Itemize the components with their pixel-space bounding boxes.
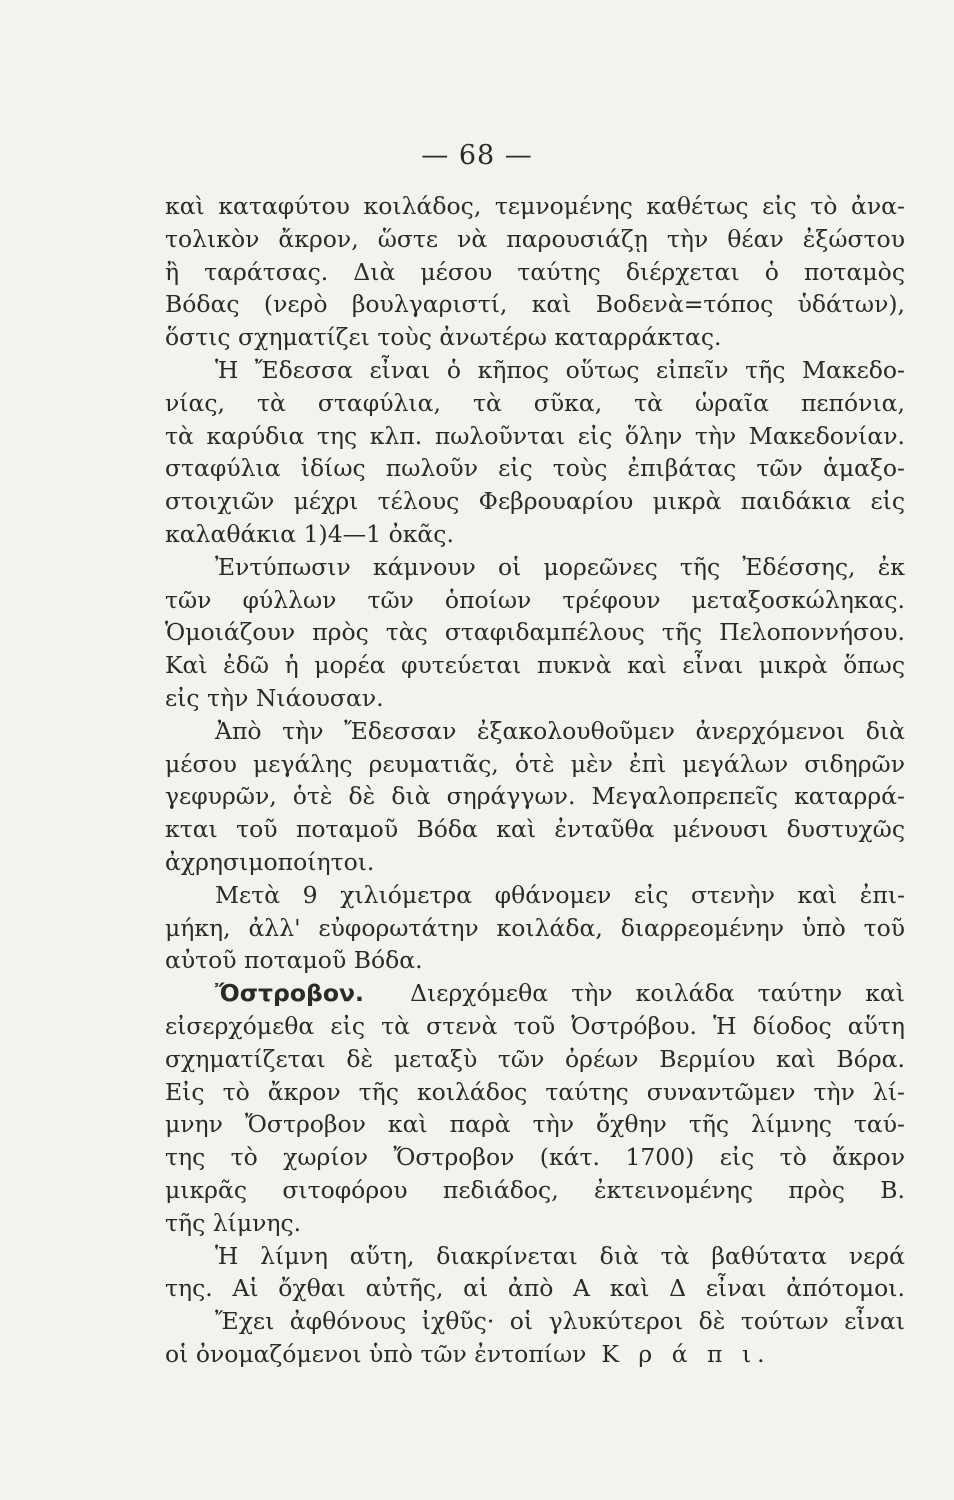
text-line: εἰσερχόμεθα εἰς τὰ στενὰ τοῦ Ὀστρόβου. Ἡ δίοδος αὕτη xyxy=(165,1011,905,1040)
text-line: Βόδας (νερὸ βουλγαριστί, καὶ Βοδενὰ=τόπος ὑδάτων), xyxy=(165,290,905,319)
text-line: τῶν φύλλων τῶν ὁποίων τρέφουν μεταξοσκώληκας. xyxy=(165,585,905,614)
text-line: ἀχρησιμοποίητοι. xyxy=(165,847,375,876)
text-line: καλαθάκια 1)4—1 ὀκᾶς. xyxy=(165,519,454,548)
text-line: της. Αἱ ὄχθαι αὐτῆς, αἱ ἀπὸ Α καὶ Δ εἶναι ἀπότομοι. xyxy=(165,1274,905,1303)
text-line: της τὸ χωρίον Ὄστροβον (κάτ. 1700) εἰς τὸ ἄκρον xyxy=(165,1143,905,1172)
text-line: Εἰς τὸ ἄκρον τῆς κοιλάδος ταύτης συναντῶμεν τὴν λί- xyxy=(165,1077,905,1106)
text-line: μήκη, ἀλλ' εὐφορωτάτην κοιλάδα, διαρρεομένην ὑπὸ τοῦ xyxy=(165,913,905,942)
text-line: ἢ ταράτσας. Διὰ μέσου ταύτης διέρχεται ὁ ποταμὸς xyxy=(165,257,905,286)
text-line: μικρᾶς σιτοφόρου πεδιάδος, ἐκτεινομένης πρὸς Β. xyxy=(165,1175,905,1204)
text-line: ὅστις σχηματίζει τοὺς ἀνωτέρω καταρράκτας. xyxy=(165,323,722,352)
text-line: τῆς λίμνης. xyxy=(165,1208,302,1237)
text-line: γεφυρῶν, ὁτὲ δὲ διὰ σηράγγων. Μεγαλοπρεπεῖς καταρρά- xyxy=(165,782,905,811)
page-number: — 68 — xyxy=(421,140,533,171)
text-line-with-heading xyxy=(165,977,905,1010)
text-line: νίας, τὰ σταφύλια, τὰ σῦκα, τὰ ὡραῖα πεπόνια, xyxy=(165,388,905,417)
text-line: μνην Ὄστροβον καὶ παρὰ τὴν ὄχθην τῆς λίμνης ταύ- xyxy=(165,1110,905,1139)
text-line: Ὁμοιάζουν πρὸς τὰς σταφιδαμπέλους τῆς Πελοποννήσου. xyxy=(165,618,905,647)
text-line: μέσου μεγάλης ρευματιᾶς, ὁτὲ μὲν ἐπὶ μεγάλων σιδηρῶν xyxy=(165,749,905,778)
term-krapi: Κ ρ ά π ι. xyxy=(601,1339,771,1368)
text-line: τὰ καρύδια της κλπ. πωλοῦνται εἰς ὅλην τὴν Μακεδονίαν. xyxy=(165,421,905,450)
text-line: σταφύλια ἰδίως πωλοῦν εἰς τοὺς ἐπιβάτας τῶν ἁμαξο- xyxy=(165,454,905,483)
text-line: κται τοῦ ποταμοῦ Βόδα καὶ ἐνταῦθα μένουσι δυστυχῶς xyxy=(165,815,905,844)
text-line: Ἡ λίμνη αὕτη, διακρίνεται διὰ τὰ βαθύτατα νερά xyxy=(215,1241,905,1270)
section-heading-ostrovon: Ὄστροβον. xyxy=(215,979,364,1008)
text-line: εἰς τὴν Νιάουσαν. xyxy=(165,683,384,712)
text-line: καὶ καταφύτου κοιλάδος, τεμνομένης καθέτως εἰς τὸ ἀνα- xyxy=(165,192,905,220)
text-line: αὐτοῦ ποταμοῦ Βόδα. xyxy=(165,946,423,975)
text-line: Ἔχει ἀφθόνους ἰχθῦς· οἱ γλυκύτεροι δὲ τούτων εἶναι xyxy=(215,1307,905,1336)
text-line: Μετὰ 9 χιλιόμετρα φθάνομεν εἰς στενὴν καὶ ἐπι- xyxy=(215,880,905,909)
text-line: στοιχιῶν μέχρι τέλους Φεβρουαρίου μικρὰ παιδάκια εἰς xyxy=(165,487,905,516)
text-line-final xyxy=(165,1338,905,1371)
body-text xyxy=(165,190,905,1371)
text-line: σχηματίζεται δὲ μεταξὺ τῶν ὀρέων Βερμίου καὶ Βόρα. xyxy=(165,1044,905,1073)
text-line: τολικὸν ἄκρον, ὥστε νὰ παρουσιάζῃ τὴν θέαν ἐξώστου xyxy=(165,224,905,253)
text-line: Ἐντύπωσιν κάμνουν οἱ μορεῶνες τῆς Ἐδέσσης, ἐκ xyxy=(215,552,905,581)
text-line: Καὶ ἐδῶ ἡ μορέα φυτεύεται πυκνὰ καὶ εἶναι μικρὰ ὅπως xyxy=(165,651,905,680)
text-segment: Διερχόμεθα τὴν κοιλάδα ταύτην καὶ xyxy=(410,979,905,1008)
text-segment: οἱ ὀνομαζόμενοι ὑπὸ τῶν ἐντοπίων xyxy=(165,1339,587,1368)
text-line: Ἡ Ἔδεσσα εἶναι ὁ κῆπος οὕτως εἰπεῖν τῆς Μακεδο- xyxy=(215,355,905,384)
text-line: Ἀπὸ τὴν Ἔδεσσαν ἐξακολουθοῦμεν ἀνερχόμενοι διὰ xyxy=(215,716,905,745)
